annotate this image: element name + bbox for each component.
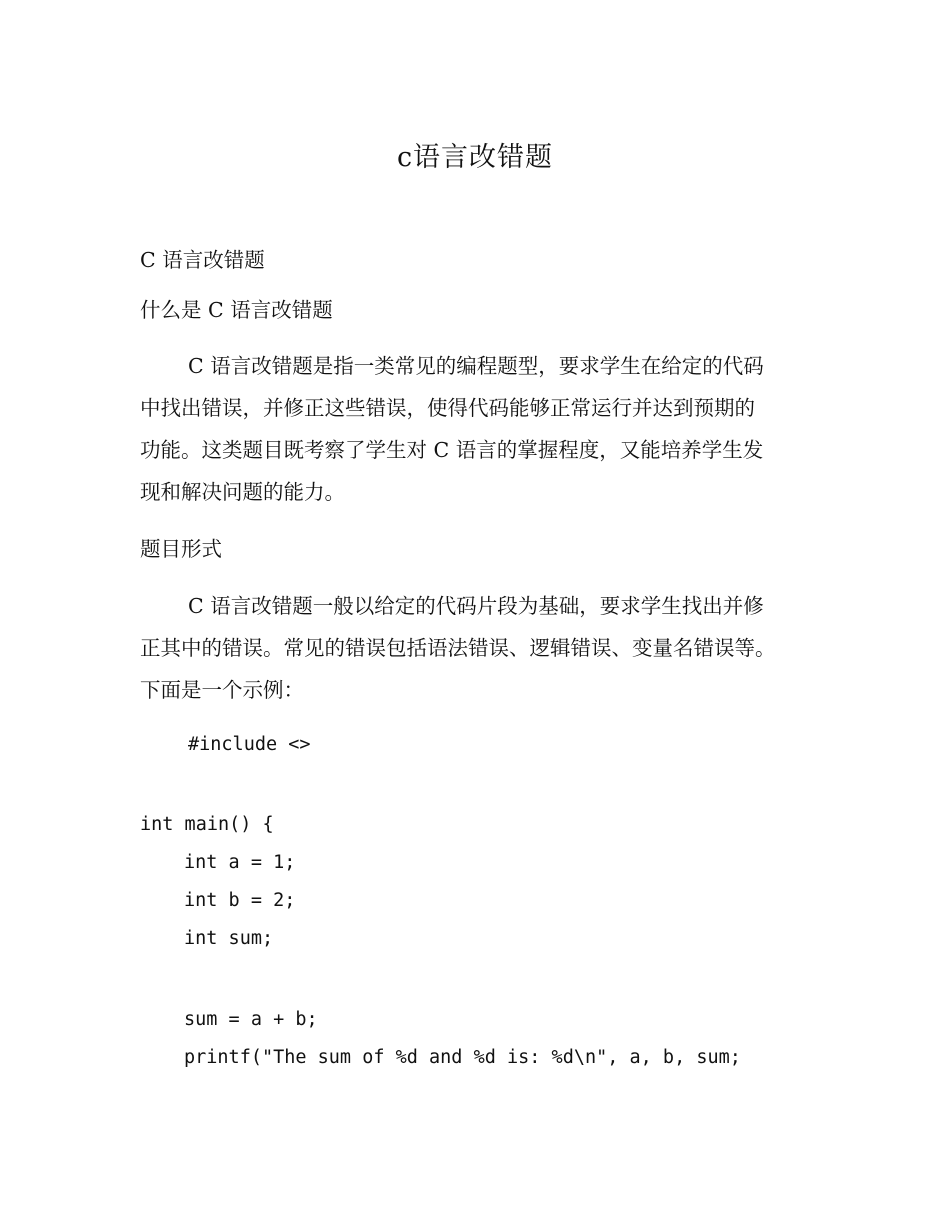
section-heading: C 语言改错题 [140,248,265,272]
section-heading: 题目形式 [140,537,222,561]
code-line: #include <> [188,734,311,755]
code-line: int a = 1; [184,852,296,873]
paragraph-line: C 语言改错题一般以给定的代码片段为基础，要求学生找出并修 [188,594,764,618]
section-heading: 什么是 C 语言改错题 [140,298,333,322]
paragraph-line: C 语言改错题是指一类常见的编程题型，要求学生在给定的代码 [188,354,764,378]
code-line: int main() { [140,814,274,835]
paragraph-line: 正其中的错误。常见的错误包括语法错误、逻辑错误、变量名错误等。 [140,636,776,660]
code-line: int b = 2; [184,890,296,911]
code-line: sum = a + b; [184,1009,318,1030]
code-line: int sum; [184,928,274,949]
paragraph-line: 功能。这类题目既考察了学生对 C 语言的掌握程度，又能培养学生发 [140,438,764,462]
document-title: c语言改错题 [396,142,554,173]
code-line: printf("The sum of %d and %d is: %d\n", a, b, sum; [184,1047,741,1068]
paragraph-line: 下面是一个示例： [140,678,304,702]
paragraph-line: 现和解决问题的能力。 [140,480,345,504]
paragraph-line: 中找出错误，并修正这些错误，使得代码能够正常运行并达到预期的 [140,396,755,420]
